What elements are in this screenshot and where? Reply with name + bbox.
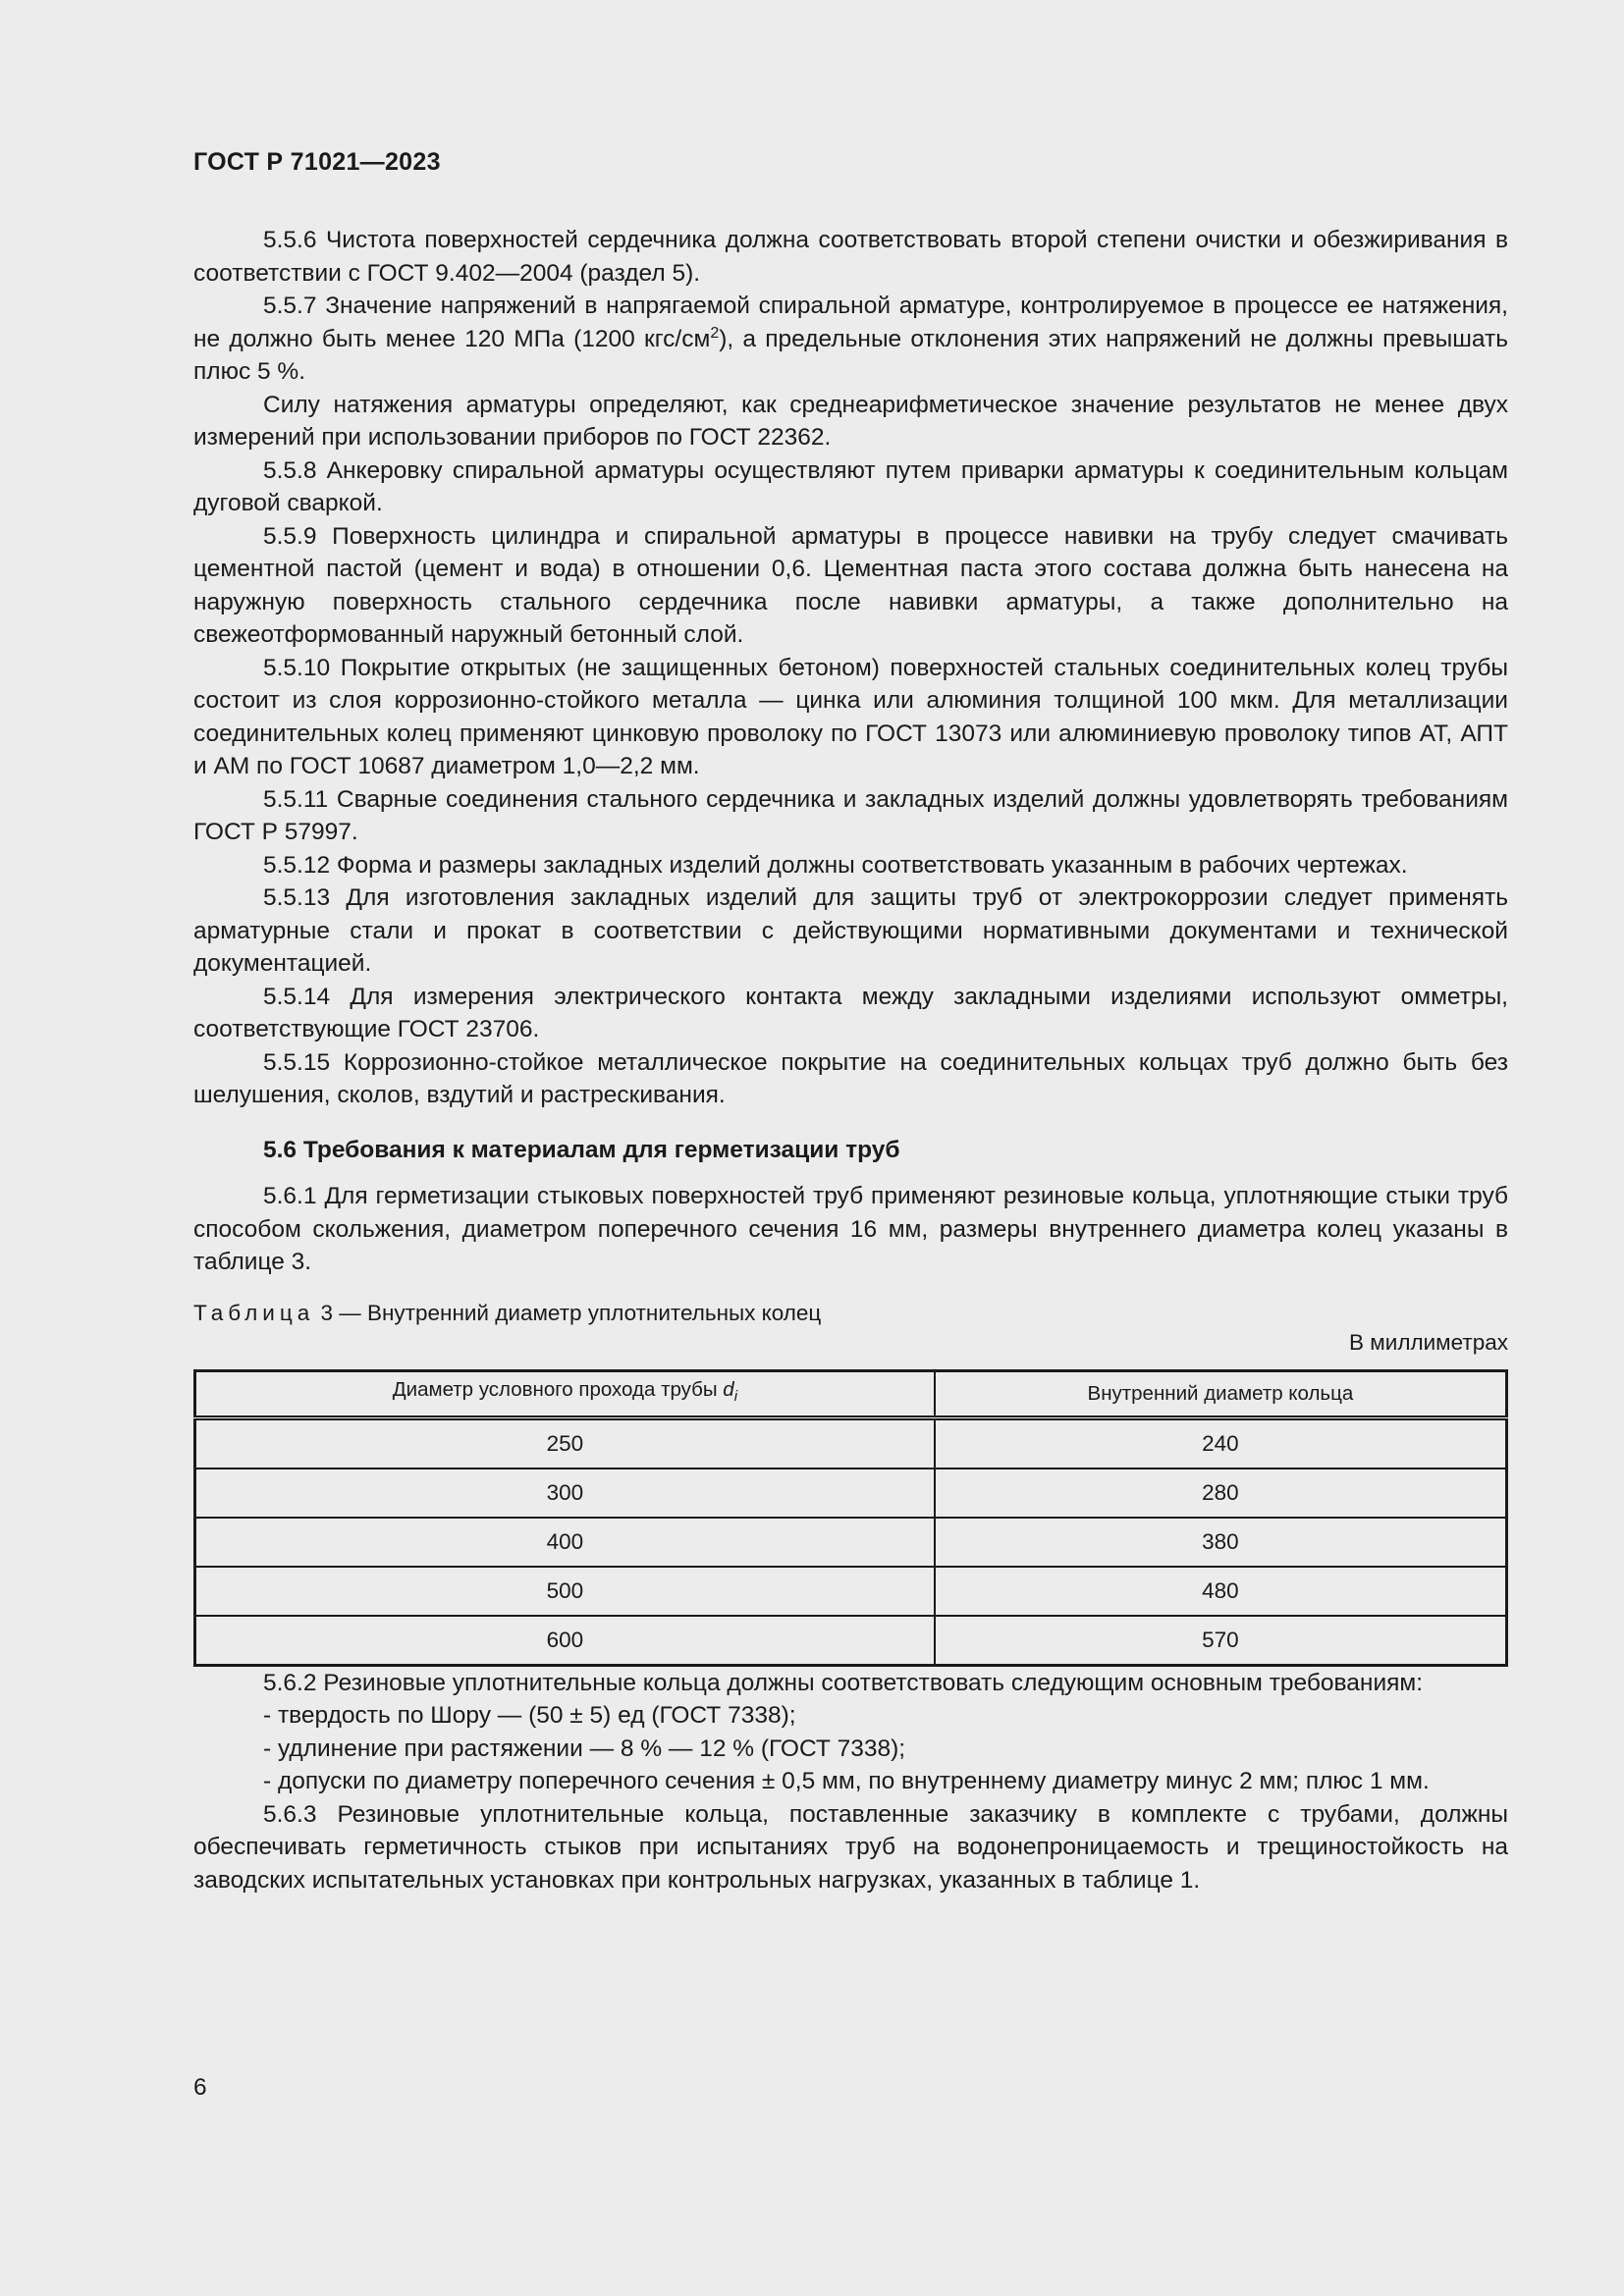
paragraph-5-6-3: 5.6.3 Резиновые уплотнительные кольца, поставленные заказчику в комплекте с трубами, должны обеспечивать герметичность стыков при испытаниях труб на водонепроницаемость и трещиностойкость на заводских испытательных установках при контрольных нагрузках, указанных в таблице 1. bbox=[193, 1800, 1508, 1894]
table-cell: 300 bbox=[195, 1468, 935, 1518]
paragraph-5-5-7-head: 5.5.7 Значение напряжений в напрягаемой спиральной арматуре, контролируемое в процессе ее натяжения, не должно быть менее 120 МПа (1200 кгс/см bbox=[193, 293, 1508, 352]
table-cell: 280 bbox=[935, 1468, 1507, 1518]
table-cell: 400 bbox=[195, 1518, 935, 1567]
table-row bbox=[195, 1468, 1507, 1518]
paragraph-5-5-7 bbox=[193, 290, 1508, 389]
table-caption-text: 3 — Внутренний диаметр уплотнительных колец bbox=[314, 1300, 822, 1325]
list-item: - твердость по Шору — (50 ± 5) ед (ГОСТ 7338); bbox=[263, 1702, 796, 1729]
paragraph-5-5-9: 5.5.9 Поверхность цилиндра и спиральной арматуры в процессе навивки на трубу следует смачивать цементной пастой (цемент и вода) в отношении 0,6. Цементная паста этого состава должна быть нанесена на наружную поверхность стального сердечника после навивки арматуры, а также дополнительно на свежеотформованный наружный бетонный слой. bbox=[193, 522, 1508, 648]
paragraph-5-5-12: 5.5.12 Форма и размеры закладных изделий должны соответствовать указанным в рабочих чертежах. bbox=[263, 851, 1408, 879]
table-header-row bbox=[195, 1370, 1507, 1417]
data-table bbox=[193, 1369, 1508, 1667]
list-item: - допуски по диаметру поперечного сечения ± 0,5 мм, по внутреннему диаметру минус 2 мм; плюс 1 мм. bbox=[263, 1768, 1430, 1794]
paragraph-5-5-11: 5.5.11 Сварные соединения стального сердечника и закладных изделий должны удовлетворять требованиям ГОСТ Р 57997. bbox=[193, 785, 1508, 845]
section-title: 5.6 Требования к материалам для герметизации труб bbox=[263, 1136, 900, 1163]
table-row bbox=[195, 1567, 1507, 1616]
paragraph-5-6-2: 5.6.2 Резиновые уплотнительные кольца должны соответствовать следующим основным требованиям: bbox=[263, 1669, 1424, 1696]
column-header-pipe-diameter: Диаметр условного прохода трубы $d_i$ bbox=[195, 1370, 935, 1417]
table-cell: 480 bbox=[935, 1567, 1507, 1616]
document-body bbox=[193, 224, 1508, 1896]
table-cell: 500 bbox=[195, 1567, 935, 1616]
paragraph-5-5-7-tail: ), а предельные отклонения этих напряжений не должны превышать плюс 5 %. bbox=[193, 325, 1508, 385]
list-item: - удлинение при растяжении — 8 % — 12 % (ГОСТ 7338); bbox=[263, 1735, 906, 1762]
superscript: 2 bbox=[710, 324, 720, 342]
table-cell: 570 bbox=[935, 1616, 1507, 1666]
table-cell: 240 bbox=[935, 1417, 1507, 1468]
column-header-ring-diameter: Внутренний диаметр кольца bbox=[935, 1370, 1507, 1417]
table-cell: 380 bbox=[935, 1518, 1507, 1567]
table-cell: 250 bbox=[195, 1417, 935, 1468]
document-header: ГОСТ Р 71021—2023 bbox=[193, 148, 441, 176]
table-row bbox=[195, 1616, 1507, 1666]
paragraph-5-5-15: 5.5.15 Коррозионно-стойкое металлическое покрытие на соединительных кольцах труб должно быть без шелушения, сколов, вздутий и растрескивания. bbox=[193, 1048, 1508, 1108]
table-row bbox=[195, 1417, 1507, 1468]
table-caption-label: Таблица bbox=[193, 1300, 315, 1325]
paragraph-5-5-6: 5.5.6 Чистота поверхностей сердечника должна соответствовать второй степени очистки и обезжиривания в соответствии с ГОСТ 9.402—2004 (раздел 5). bbox=[193, 227, 1508, 287]
table-cell: 600 bbox=[195, 1616, 935, 1666]
paragraph-5-5-14: 5.5.14 Для измерения электрического контакта между закладными изделиями используют омметры, соответствующие ГОСТ 23706. bbox=[193, 983, 1508, 1042]
paragraph-5-5-13: 5.5.13 Для изготовления закладных изделий для защиты труб от электрокоррозии следует применять арматурные стали и прокат в соответствии с действующими нормативными документами и технической документацией. bbox=[193, 884, 1508, 977]
table-caption bbox=[193, 1299, 1508, 1328]
page-number: 6 bbox=[193, 2074, 207, 2101]
paragraph-tension-force: Силу натяжения арматуры определяют, как среднеарифметическое значение результатов не менее двух измерений при использовании приборов по ГОСТ 22362. bbox=[193, 391, 1508, 451]
paragraph-5-6-1: 5.6.1 Для герметизации стыковых поверхностей труб применяют резиновые кольца, уплотняющие стыки труб способом скольжения, диаметром поперечного сечения 16 мм, размеры внутреннего диаметра колец указаны в таблице 3. bbox=[193, 1183, 1508, 1275]
table-row bbox=[195, 1518, 1507, 1567]
paragraph-5-5-8: 5.5.8 Анкеровку спиральной арматуры осуществляют путем приварки арматуры к соединительным кольцам дуговой сваркой. bbox=[193, 456, 1508, 516]
table-units: В миллиметрах bbox=[1349, 1329, 1508, 1355]
paragraph-5-5-10: 5.5.10 Покрытие открытых (не защищенных бетоном) поверхностей стальных соединительных колец трубы состоит из слоя коррозионно-стойкого металла — цинка или алюминия толщиной 100 мкм. Для металлизации соединительных колец применяют цинковую проволоку по ГОСТ 13073 или алюминиевую проволоку типов АТ, АПТ и АМ по ГОСТ 10687 диаметром 1,0—2,2 мм. bbox=[193, 654, 1508, 779]
